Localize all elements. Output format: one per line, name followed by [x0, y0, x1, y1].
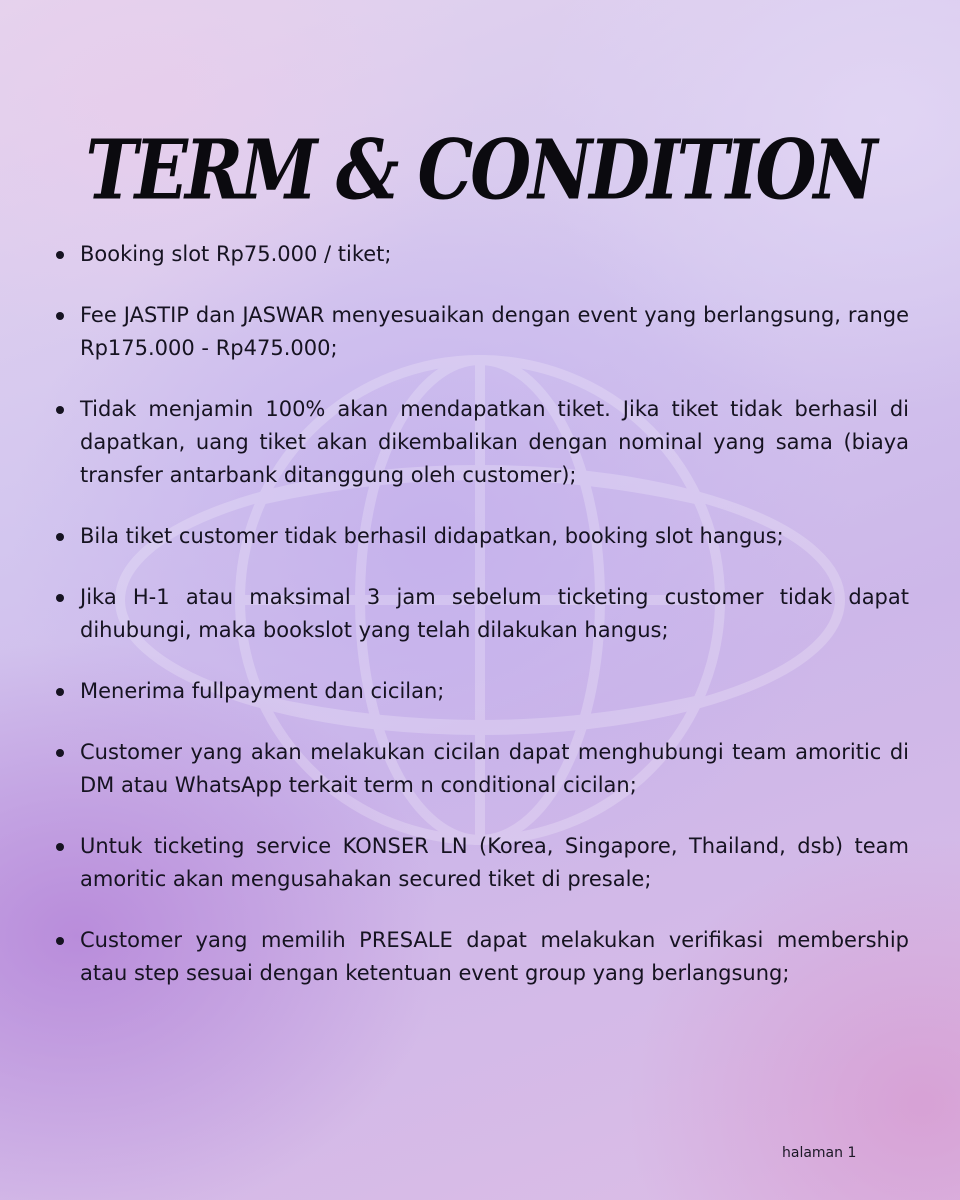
- term-item-presale: [52, 924, 909, 990]
- bullet-icon: [56, 406, 64, 414]
- term-text: Jika H-1 atau maksimal 3 jam sebelum ticketing customer tidak dapat dihubungi, maka bookslot yang telah dilakukan hangus;: [80, 585, 909, 642]
- bullet-icon: [56, 688, 64, 696]
- term-text: Untuk ticketing service KONSER LN (Korea, Singapore, Thailand, dsb) team amoritic akan mengusahakan secured tiket di presale;: [80, 834, 909, 891]
- term-text: Customer yang akan melakukan cicilan dapat menghubungi team amoritic di DM atau WhatsApp terkait term n conditional cicilan;: [80, 740, 909, 797]
- bullet-icon: [56, 251, 64, 259]
- page-title: TERM & CONDITION: [85, 120, 875, 219]
- term-text: Bila tiket customer tidak berhasil didapatkan, booking slot hangus;: [80, 524, 784, 548]
- term-text: Customer yang memilih PRESALE dapat melakukan verifikasi membership atau step sesuai dengan ketentuan event group yang berlangsung;: [80, 928, 909, 985]
- bullet-icon: [56, 937, 64, 945]
- bullet-icon: [56, 749, 64, 757]
- term-text: Booking slot Rp75.000 / tiket;: [80, 242, 392, 266]
- bullet-icon: [56, 312, 64, 320]
- term-item-unreachable: [52, 581, 909, 647]
- term-text: Fee JASTIP dan JASWAR menyesuaikan dengan event yang berlangsung, range Rp175.000 - Rp475.000;: [80, 303, 909, 360]
- terms-list: [52, 238, 909, 1018]
- term-item-slot-forfeit: [52, 520, 909, 553]
- term-item-installment: [52, 736, 909, 802]
- term-item-no-guarantee: [52, 393, 909, 492]
- bullet-icon: [56, 843, 64, 851]
- term-text: Menerima fullpayment dan cicilan;: [80, 679, 445, 703]
- term-item-payment: [52, 675, 909, 708]
- term-item-fee: [52, 299, 909, 365]
- bullet-icon: [56, 594, 64, 602]
- term-item-booking-slot: [52, 238, 909, 271]
- bullet-icon: [56, 533, 64, 541]
- page-number: halaman 1: [782, 1145, 857, 1161]
- term-text: Tidak menjamin 100% akan mendapatkan tiket. Jika tiket tidak berhasil di dapatkan, uang tiket akan dikembalikan dengan nominal yang sama (biaya transfer antarbank ditanggung oleh customer);: [80, 397, 909, 487]
- term-item-overseas-concert: [52, 830, 909, 896]
